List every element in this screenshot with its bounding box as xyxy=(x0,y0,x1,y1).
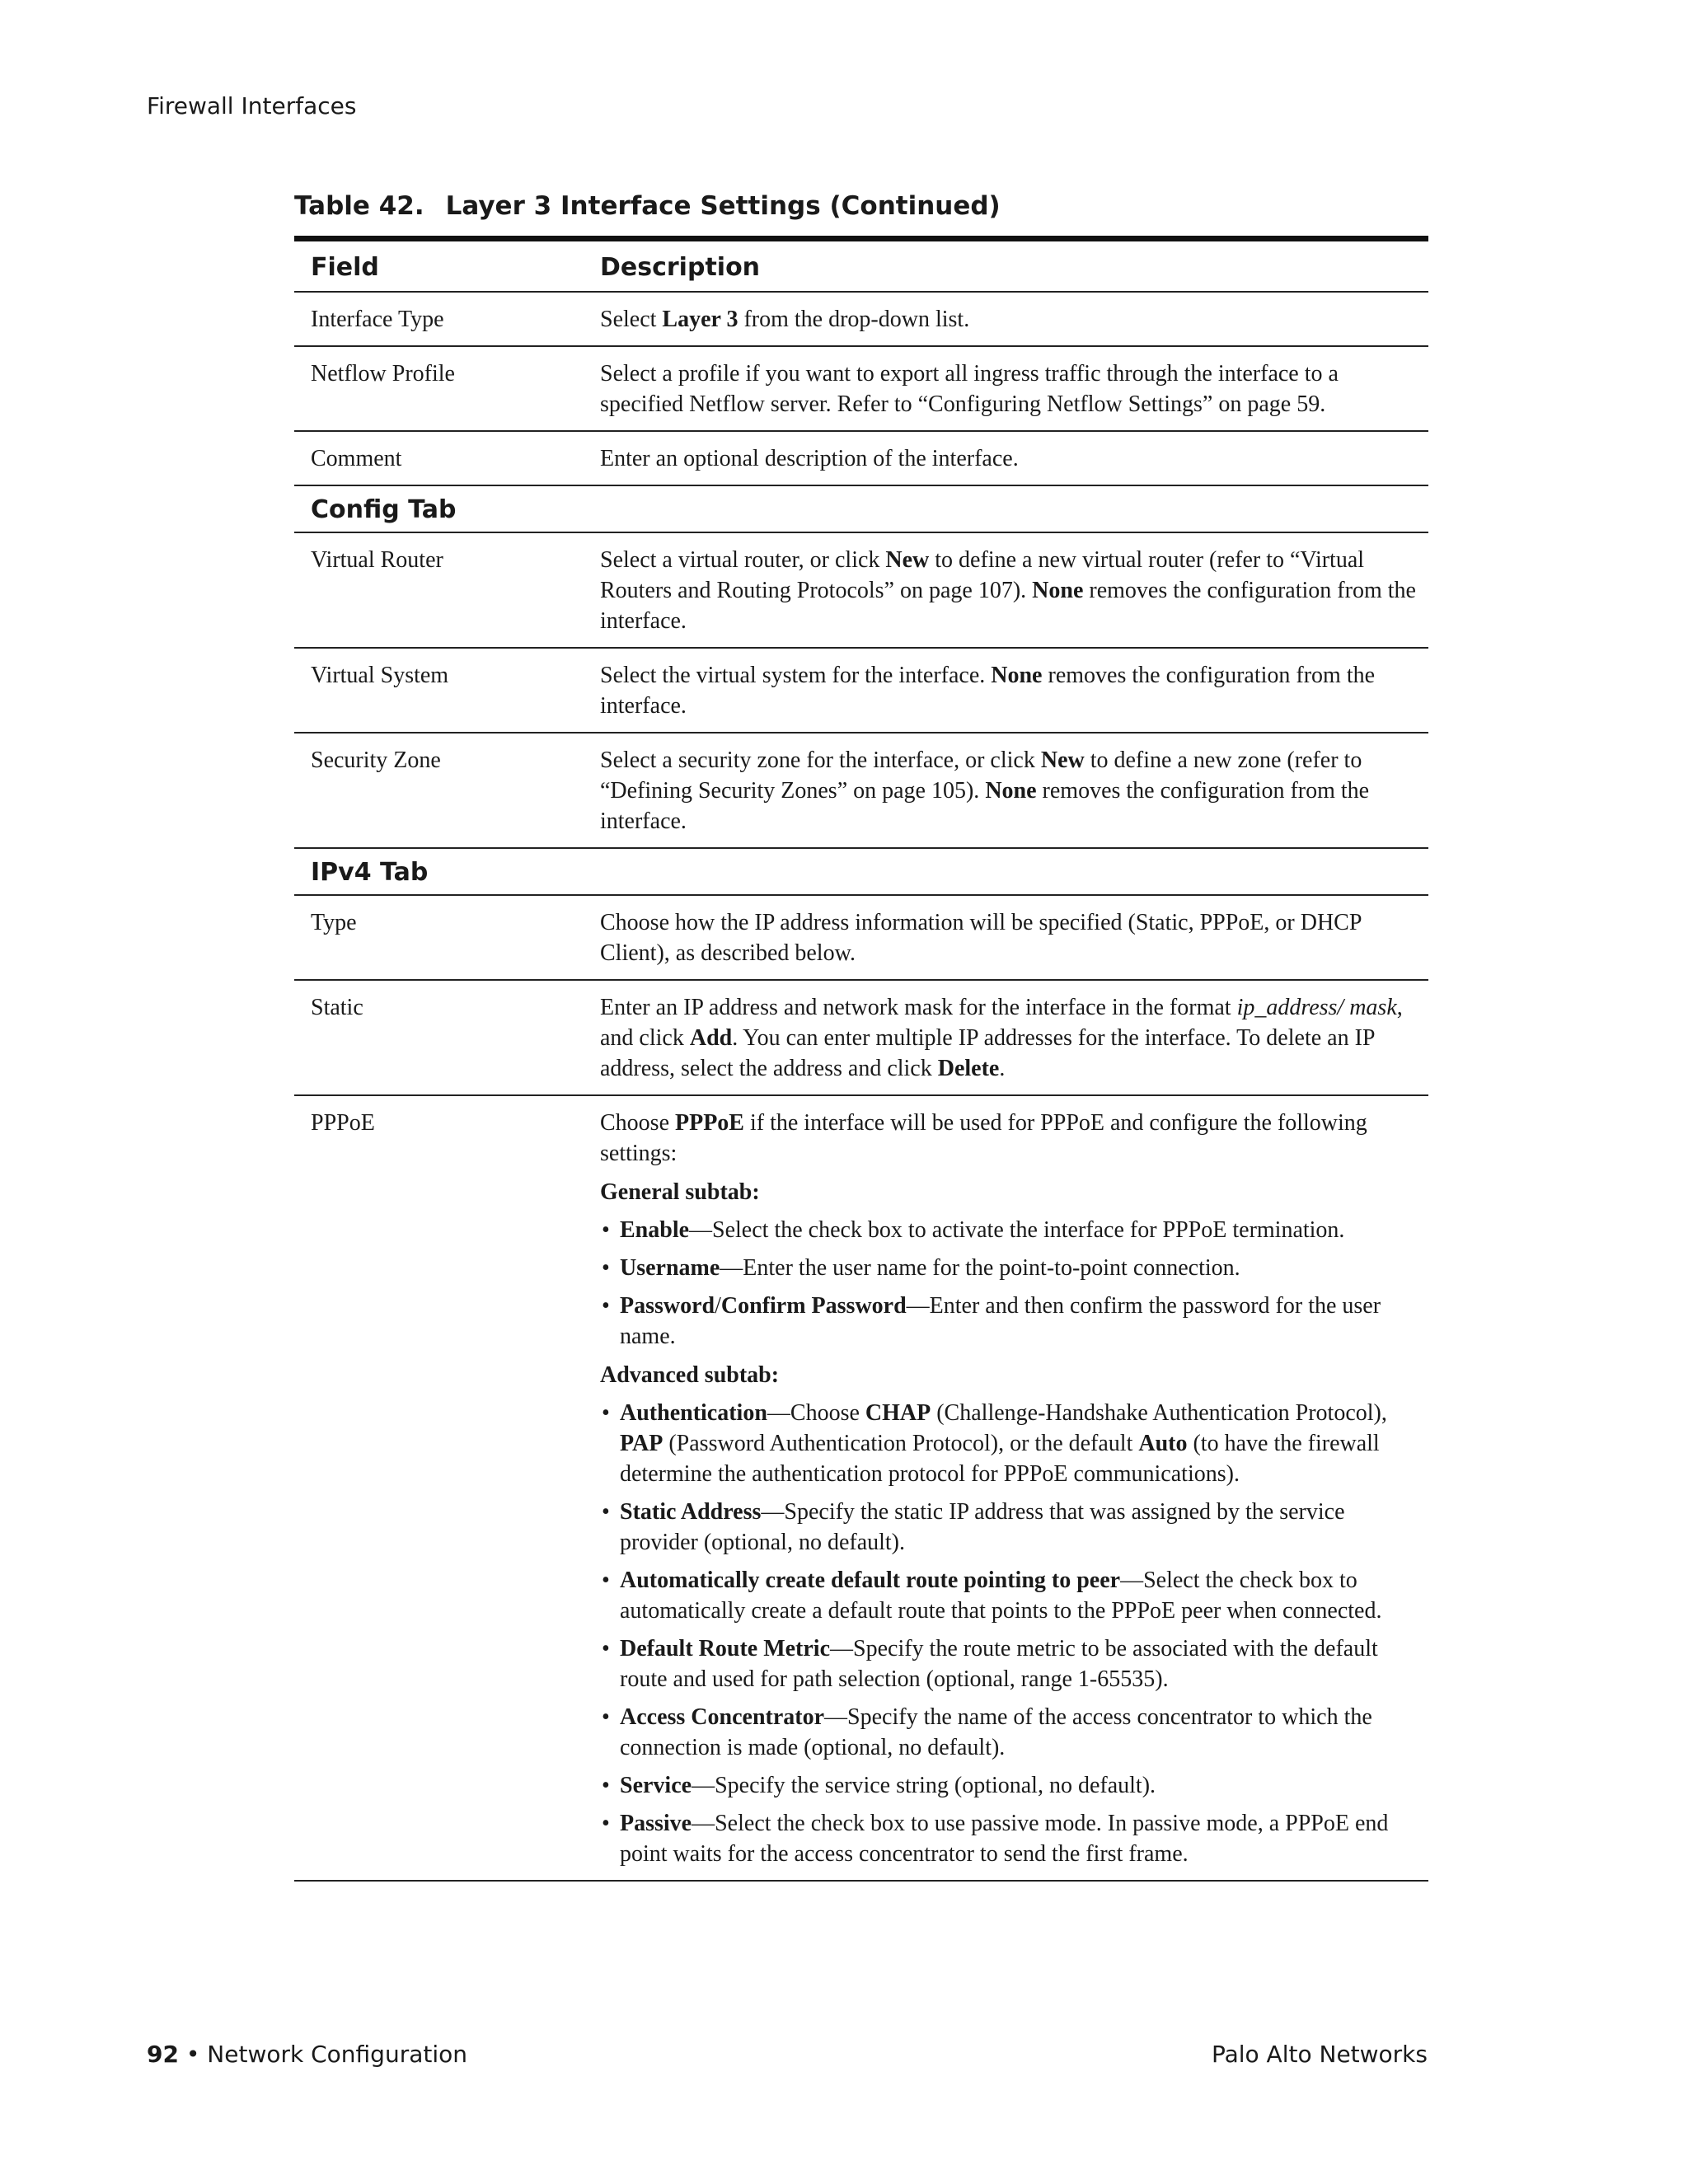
field-name: PPPoE xyxy=(311,1110,375,1136)
table-row xyxy=(294,1096,1428,1882)
section-title: IPv4 Tab xyxy=(311,858,429,887)
field-description xyxy=(600,1108,1428,1869)
list-item: • Service—Specify the service string (optional, no default). xyxy=(600,1770,1422,1801)
list-item: • Username—Enter the user name for the point-to-point connection. xyxy=(600,1253,1422,1283)
page-number: 92 xyxy=(147,2041,179,2068)
table-row xyxy=(294,293,1428,347)
field-name: Netflow Profile xyxy=(311,361,455,387)
advanced-subtab-list xyxy=(600,1398,1422,1869)
pppoe-intro: Choose PPPoE if the interface will be used for PPPoE and configure the following settings: xyxy=(600,1110,1367,1166)
running-head: Firewall Interfaces xyxy=(147,92,357,120)
footer-separator: • xyxy=(185,2041,200,2068)
field-description: Select the virtual system for the interface. None removes the configuration from the interface. xyxy=(600,663,1376,719)
footer-left xyxy=(147,2041,467,2068)
table-header-row xyxy=(294,241,1428,293)
table-row xyxy=(294,981,1428,1096)
header-description: Description xyxy=(600,253,761,282)
footer-company: Palo Alto Networks xyxy=(1211,2041,1428,2068)
list-item: • Password/Confirm Password—Enter and then confirm the password for the user name. xyxy=(600,1291,1422,1352)
field-description: Enter an optional description of the interface. xyxy=(600,446,1019,471)
field-description: Select a virtual router, or click New to define a new virtual router (refer to “Virtual Routers and Routing Protocols” on page 107). None removes the configuration from the interface. xyxy=(600,547,1416,634)
table-title: Layer 3 Interface Settings (Continued) xyxy=(445,191,1001,221)
field-name: Type xyxy=(311,910,357,935)
list-item: • Default Route Metric—Specify the route metric to be associated with the default route and used for path selection (optional, range 1-65535). xyxy=(600,1633,1422,1694)
table-row xyxy=(294,649,1428,733)
table-row xyxy=(294,347,1428,432)
list-item: • Access Concentrator—Specify the name of the access concentrator to which the connection is made (optional, no default). xyxy=(600,1702,1422,1763)
general-subtab-list xyxy=(600,1215,1422,1352)
field-name: Comment xyxy=(311,446,402,471)
table-row xyxy=(294,432,1428,486)
field-description: Select a profile if you want to export all ingress traffic through the interface to a specified Netflow server. Refer to “Configuring Netflow Settings” on page 59. xyxy=(600,361,1339,417)
section-ipv4-tab xyxy=(294,849,1428,896)
general-subtab-title: General subtab: xyxy=(600,1179,760,1205)
settings-table xyxy=(294,236,1428,1882)
field-description: Enter an IP address and network mask for the interface in the format ip_address/ mask, and click Add. You can enter multiple IP addresses for the interface. To delete an IP address, select the address and click Delete. xyxy=(600,995,1403,1081)
field-description: Select a security zone for the interface, or click New to define a new zone (refer to “Defining Security Zones” on page 105). None removes the configuration from the interface. xyxy=(600,748,1370,834)
list-item: • Enable—Select the check box to activate the interface for PPPoE termination. xyxy=(600,1215,1422,1245)
table-row xyxy=(294,896,1428,981)
footer-section: Network Configuration xyxy=(207,2041,467,2068)
field-name: Virtual System xyxy=(311,663,449,688)
section-config-tab xyxy=(294,486,1428,533)
section-title: Config Tab xyxy=(311,495,457,524)
header-field: Field xyxy=(311,253,379,282)
field-name: Interface Type xyxy=(311,307,444,332)
field-name: Static xyxy=(311,995,363,1020)
field-description: Select Layer 3 from the drop-down list. xyxy=(600,307,970,332)
table-row xyxy=(294,533,1428,649)
field-name: Virtual Router xyxy=(311,547,443,573)
list-item: • Automatically create default route pointing to peer—Select the check box to automatically create a default route that points to the PPPoE peer when connected. xyxy=(600,1565,1422,1626)
table-number: Table 42. xyxy=(294,191,424,221)
list-item: • Passive—Select the check box to use passive mode. In passive mode, a PPPoE end point waits for the access concentrator to send the first frame. xyxy=(600,1808,1422,1869)
field-description: Choose how the IP address information will be specified (Static, PPPoE, or DHCP Client), as described below. xyxy=(600,910,1362,966)
table-row xyxy=(294,733,1428,849)
table-caption xyxy=(294,191,1001,221)
advanced-subtab-title: Advanced subtab: xyxy=(600,1362,780,1388)
list-item: • Authentication—Choose CHAP (Challenge-Handshake Authentication Protocol), PAP (Password Authentication Protocol), or the default Auto (to have the firewall determine the authentication protocol for PPPoE communications). xyxy=(600,1398,1422,1489)
field-name: Security Zone xyxy=(311,748,441,773)
list-item: • Static Address—Specify the static IP address that was assigned by the service provider (optional, no default). xyxy=(600,1497,1422,1558)
